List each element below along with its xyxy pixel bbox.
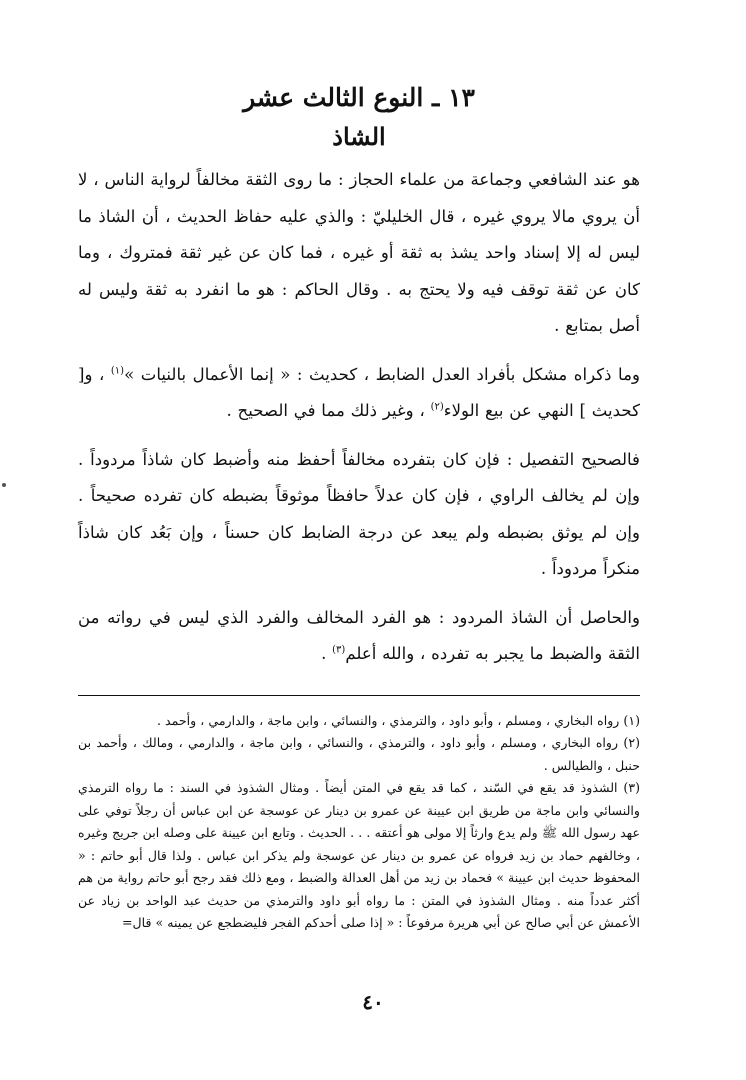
footnote-text: رواه البخاري ، ومسلم ، وأبو داود ، والترمذي ، والنسائي ، وابن ماجة ، والدارمي ، ومالك ، وأحمد بن حنبل ، والطيالس . [78,735,640,773]
footnote-2 [78,732,640,777]
footnote-ref[interactable]: (١) [110,364,125,376]
margin-mark [2,483,6,487]
chapter-subtitle: الشاذ [332,122,386,151]
page-number: ٤٠ [362,990,384,1014]
footnote-number: (١) [623,712,640,728]
footnote-number: (٣) [623,780,641,795]
paragraph-conclusion [78,600,640,673]
footnote-text: الشذوذ قد يقع في السّند ، كما قد يقع في المتن أيضاً . ومثال الشذوذ في السند : ما رواه الترمذي والنسائي وابن ماجة من طريق ابن عيينة عن عمرو بن دينار عن عوسجة عن ابن عباس أن رجلاً توفي على عهد رسول الله ﷺ ولم يدع وارثاً إلا مولى هو أعتقه . . . الحديث . وتابع ابن عيينة على وصله ابن جريج وغيره ، وخالفهم حماد بن زيد فرواه عن عمرو بن دينار عن عوسجة ولم يذكر ابن عباس . ولذا قال أبو حاتم : « المحفوظ حديث ابن عيينة » فحماد بن زيد من أهل العدالة والضبط ، ومع ذلك فقد رجح أبو حاتم رواية من هم أكثر عدداً منه . ومثال الشذوذ في المتن : ما رواه أبو داود والترمذي من حديث عبد الواحد بن زياد عن الأعمش عن أبي صالح عن أبي هريرة مرفوعاً : « إذا صلى أحدكم الفجر فليضطجع عن يمينه » قال= [78,780,640,930]
footnote-ref[interactable]: (٣) [332,644,346,656]
paragraph-text: ، وغير ذلك مما في الصحيح . [226,401,431,420]
paragraph-text: وما ذكراه مشكل بأفراد العدل الضابط ، كحديث : « إنما الأعمال بالنيات » [124,364,640,384]
footnote-1 [78,710,640,733]
chapter-title: ١٣ ـ النوع الثالث عشر [243,83,475,112]
paragraph-detail: فالصحيح التفصيل : فإن كان بتفرده مخالفاً أحفظ منه وأضبط كان شاذاً مردوداً . وإن لم يخالف الراوي ، فإن كان عدلاً حافظاً موثوقاً بضبطه كان تفرده صحيحاً . وإن لم يوثق بضبطه ولم يبعد عن درجة الضابط كان حسناً ، وإن بَعُد كان شاذاً منكراً مردوداً . [78,449,640,578]
footnote-text: رواه البخاري ، ومسلم ، وأبو داود ، والترمذي ، والنسائي ، وابن ماجة ، والدارمي ، وأحمد . [156,712,620,728]
paragraph-text: والحاصل أن الشاذ المردود : هو الفرد المخالف والفرد الذي ليس في رواته من الثقة والضبط ما يجبر به تفرده ، والله أعلم [78,607,640,663]
paragraph-text: ، و[ كحديث ] النهي عن بيع الولاء [78,364,640,420]
paragraph-text: . [321,644,333,663]
paragraph-definition: هو عند الشافعي وجماعة من علماء الحجاز : ما روى الثقة مخالفاً لرواية الناس ، لا أن يروي مالا يروي غيره ، قال الخليليّ : والذي عليه حفاظ الحديث ، أن الشاذ ما ليس له إلا إسناد واحد يشذ به ثقة أو غيره ، فما كان عن غير ثقة فمتروك ، وما كان عن ثقة توقف فيه ولا يحتج به . وقال الحاكم : هو ما انفرد به ثقة وليس له أصل بمتابع . [78,170,640,335]
footnote-ref[interactable]: (٢) [430,401,444,413]
paragraph-objection [78,357,640,430]
footnote-number: (٢) [623,735,640,750]
page-content [78,80,640,1040]
footnote-3 [78,777,640,935]
footnote-divider [78,695,640,696]
